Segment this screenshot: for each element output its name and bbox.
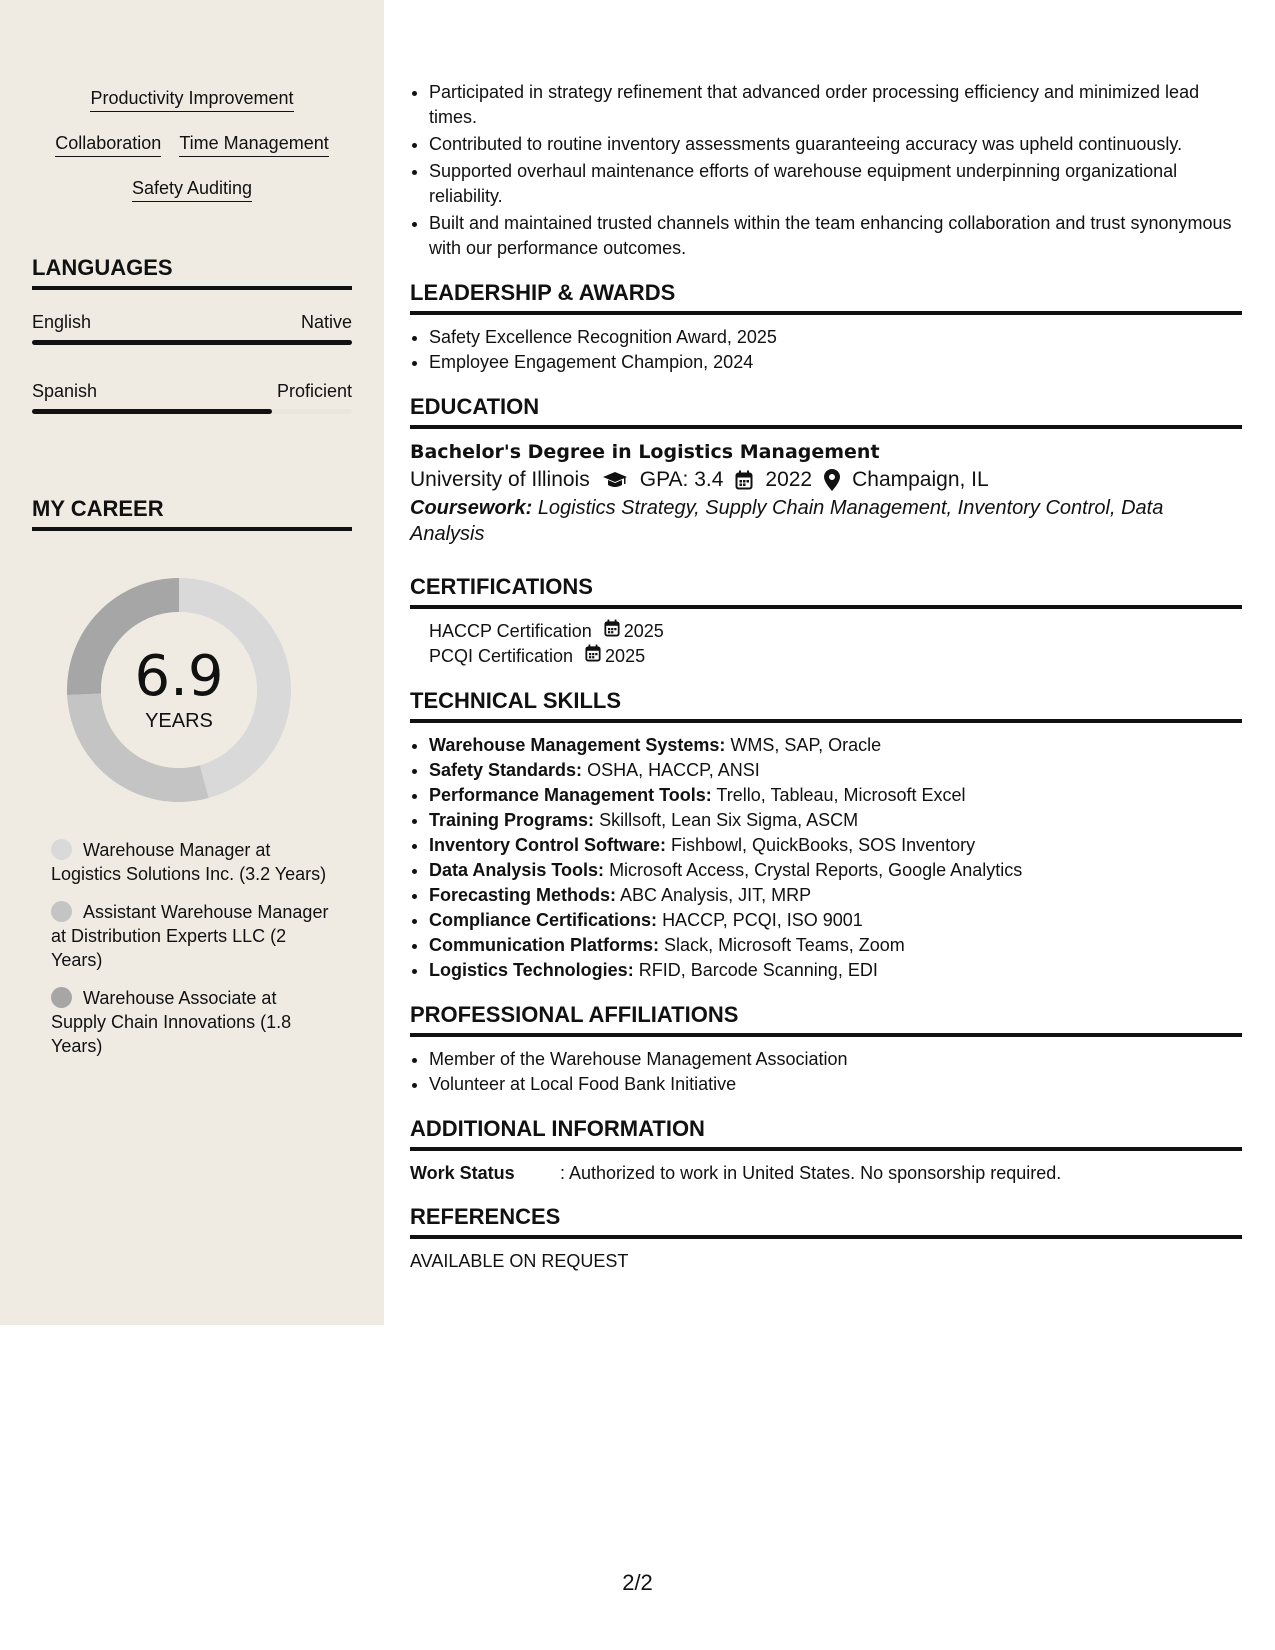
- language-spanish: [32, 379, 352, 414]
- skill-values: ABC Analysis, JIT, MRP: [620, 885, 812, 905]
- skill-values: Trello, Tableau, Microsoft Excel: [716, 785, 966, 805]
- skill-category: Inventory Control Software:: [429, 835, 667, 855]
- skill-category: Performance Management Tools:: [429, 785, 712, 805]
- certifications-list: [410, 619, 1242, 669]
- list-item: [429, 783, 1242, 808]
- certification-year: 2025: [605, 646, 646, 666]
- list-item: [429, 883, 1242, 908]
- calendar-icon: [735, 465, 753, 495]
- leadership-list: [410, 325, 1242, 375]
- language-name: English: [32, 312, 92, 332]
- degree: Bachelor's Degree in Logistics Management: [410, 441, 880, 463]
- work-status-value: : Authorized to work in United States. No sponsorship required.: [560, 1163, 1062, 1183]
- career-legend: [51, 838, 331, 1072]
- list-item: • Employee Engagement Champion, 2024: [429, 350, 1242, 375]
- list-item: [429, 958, 1242, 983]
- affiliations-heading: PROFESSIONAL AFFILIATIONS: [410, 1001, 1242, 1037]
- skill-values: Skillsoft, Lean Six Sigma, ASCM: [599, 810, 859, 830]
- language-bar-fill: [32, 409, 272, 414]
- work-status-label: Work Status: [410, 1163, 515, 1183]
- list-item: • Member of the Warehouse Management Association: [429, 1047, 1242, 1072]
- career-unit: YEARS: [145, 710, 213, 732]
- career-label: Assistant Warehouse Manager at Distribution Experts LLC (2 Years): [51, 902, 329, 970]
- skill-category: Data Analysis Tools:: [429, 860, 605, 880]
- skill-values: Microsoft Access, Crystal Reports, Google Analytics: [609, 860, 1023, 880]
- skill-tag: Time Management: [179, 127, 328, 157]
- skill-values: OSHA, HACCP, ANSI: [587, 760, 760, 780]
- list-item: • Supported overhaul maintenance efforts of warehouse equipment underpinning organizational reliability.: [429, 159, 1242, 209]
- graduation-cap-icon: [602, 465, 628, 495]
- career-heading: MY CAREER: [32, 495, 352, 531]
- language-bar: [32, 409, 352, 414]
- location: Champaign, IL: [852, 468, 989, 491]
- certifications-heading: CERTIFICATIONS: [410, 573, 1242, 609]
- skill-category: Communication Platforms:: [429, 935, 660, 955]
- technical-skills-list: [410, 733, 1242, 983]
- list-item: [429, 619, 1242, 644]
- language-english: [32, 310, 352, 345]
- calendar-icon: [585, 644, 601, 669]
- certification-name: PCQI Certification: [429, 646, 574, 666]
- language-bar: [32, 340, 352, 345]
- school: University of Illinois: [410, 468, 590, 491]
- skill-category: Warehouse Management Systems:: [429, 735, 726, 755]
- list-item: [429, 908, 1242, 933]
- career-donut-chart: [64, 575, 294, 805]
- legend-dot: [51, 839, 72, 860]
- certification-year: 2025: [623, 621, 664, 641]
- career-label: Warehouse Associate at Supply Chain Innovations (1.8 Years): [51, 988, 292, 1056]
- skill-category: Safety Standards:: [429, 760, 583, 780]
- language-bar-fill: [32, 340, 352, 345]
- coursework-list: Logistics Strategy, Supply Chain Management, Inventory Control, Data Analysis: [410, 497, 1164, 545]
- page-number: 2/2: [622, 1570, 653, 1595]
- legend-dot: [51, 987, 72, 1008]
- technical-skills-heading: TECHNICAL SKILLS: [410, 687, 1242, 723]
- list-item: • Built and maintained trusted channels within the team enhancing collaboration and trust synonymous with our performance outcomes.: [429, 211, 1242, 261]
- list-item: [429, 833, 1242, 858]
- list-item: [429, 933, 1242, 958]
- career-item: [51, 838, 331, 886]
- list-item: • Volunteer at Local Food Bank Initiative: [429, 1072, 1242, 1097]
- references-text: AVAILABLE ON REQUEST: [410, 1251, 629, 1271]
- skill-category: Forecasting Methods:: [429, 885, 617, 905]
- responsibilities-list: [410, 80, 1242, 261]
- list-item: • Contributed to routine inventory assessments guaranteeing accuracy was upheld continuously.: [429, 132, 1242, 157]
- location-pin-icon: [824, 465, 840, 495]
- additional-info-heading: ADDITIONAL INFORMATION: [410, 1115, 1242, 1151]
- skills-list: [32, 82, 352, 217]
- list-item: [429, 858, 1242, 883]
- list-item: • Participated in strategy refinement that advanced order processing efficiency and minimized lead times.: [429, 80, 1242, 130]
- list-item: [429, 733, 1242, 758]
- language-name: Spanish: [32, 381, 98, 401]
- list-item: [429, 644, 1242, 669]
- calendar-icon: [604, 619, 620, 644]
- skill-tag: Safety Auditing: [132, 172, 252, 202]
- language-level: Proficient: [276, 381, 352, 401]
- leadership-heading: LEADERSHIP & AWARDS: [410, 279, 1242, 315]
- language-level: Native: [300, 312, 352, 332]
- certification-name: HACCP Certification: [429, 621, 592, 641]
- career-total-years: 6.9: [134, 644, 224, 709]
- skill-tag: Productivity Improvement: [90, 82, 293, 112]
- skill-values: HACCP, PCQI, ISO 9001: [662, 910, 863, 930]
- career-item: [51, 986, 331, 1058]
- work-status: [410, 1161, 1242, 1185]
- coursework: [410, 495, 1242, 547]
- skill-category: Training Programs:: [429, 810, 595, 830]
- skill-category: Compliance Certifications:: [429, 910, 658, 930]
- languages-heading: LANGUAGES: [32, 254, 352, 290]
- list-item: [429, 758, 1242, 783]
- skill-values: Slack, Microsoft Teams, Zoom: [664, 935, 905, 955]
- main-content: [410, 0, 1242, 1273]
- affiliations-list: [410, 1047, 1242, 1097]
- skill-tag: Collaboration: [55, 127, 161, 157]
- skill-values: WMS, SAP, Oracle: [730, 735, 882, 755]
- graduation-year: 2022: [765, 468, 813, 491]
- list-item: • Safety Excellence Recognition Award, 2025: [429, 325, 1242, 350]
- career-item: [51, 900, 331, 972]
- legend-dot: [51, 901, 72, 922]
- gpa: GPA: 3.4: [639, 468, 724, 491]
- skill-values: RFID, Barcode Scanning, EDI: [638, 960, 878, 980]
- list-item: [429, 808, 1242, 833]
- coursework-label: Coursework:: [410, 497, 533, 519]
- references-heading: REFERENCES: [410, 1203, 1242, 1239]
- career-label: Warehouse Manager at Logistics Solutions Inc. (3.2 Years): [51, 840, 327, 884]
- skill-category: Logistics Technologies:: [429, 960, 634, 980]
- education-heading: EDUCATION: [410, 393, 1242, 429]
- education-meta: [410, 465, 1242, 495]
- skill-values: Fishbowl, QuickBooks, SOS Inventory: [671, 835, 976, 855]
